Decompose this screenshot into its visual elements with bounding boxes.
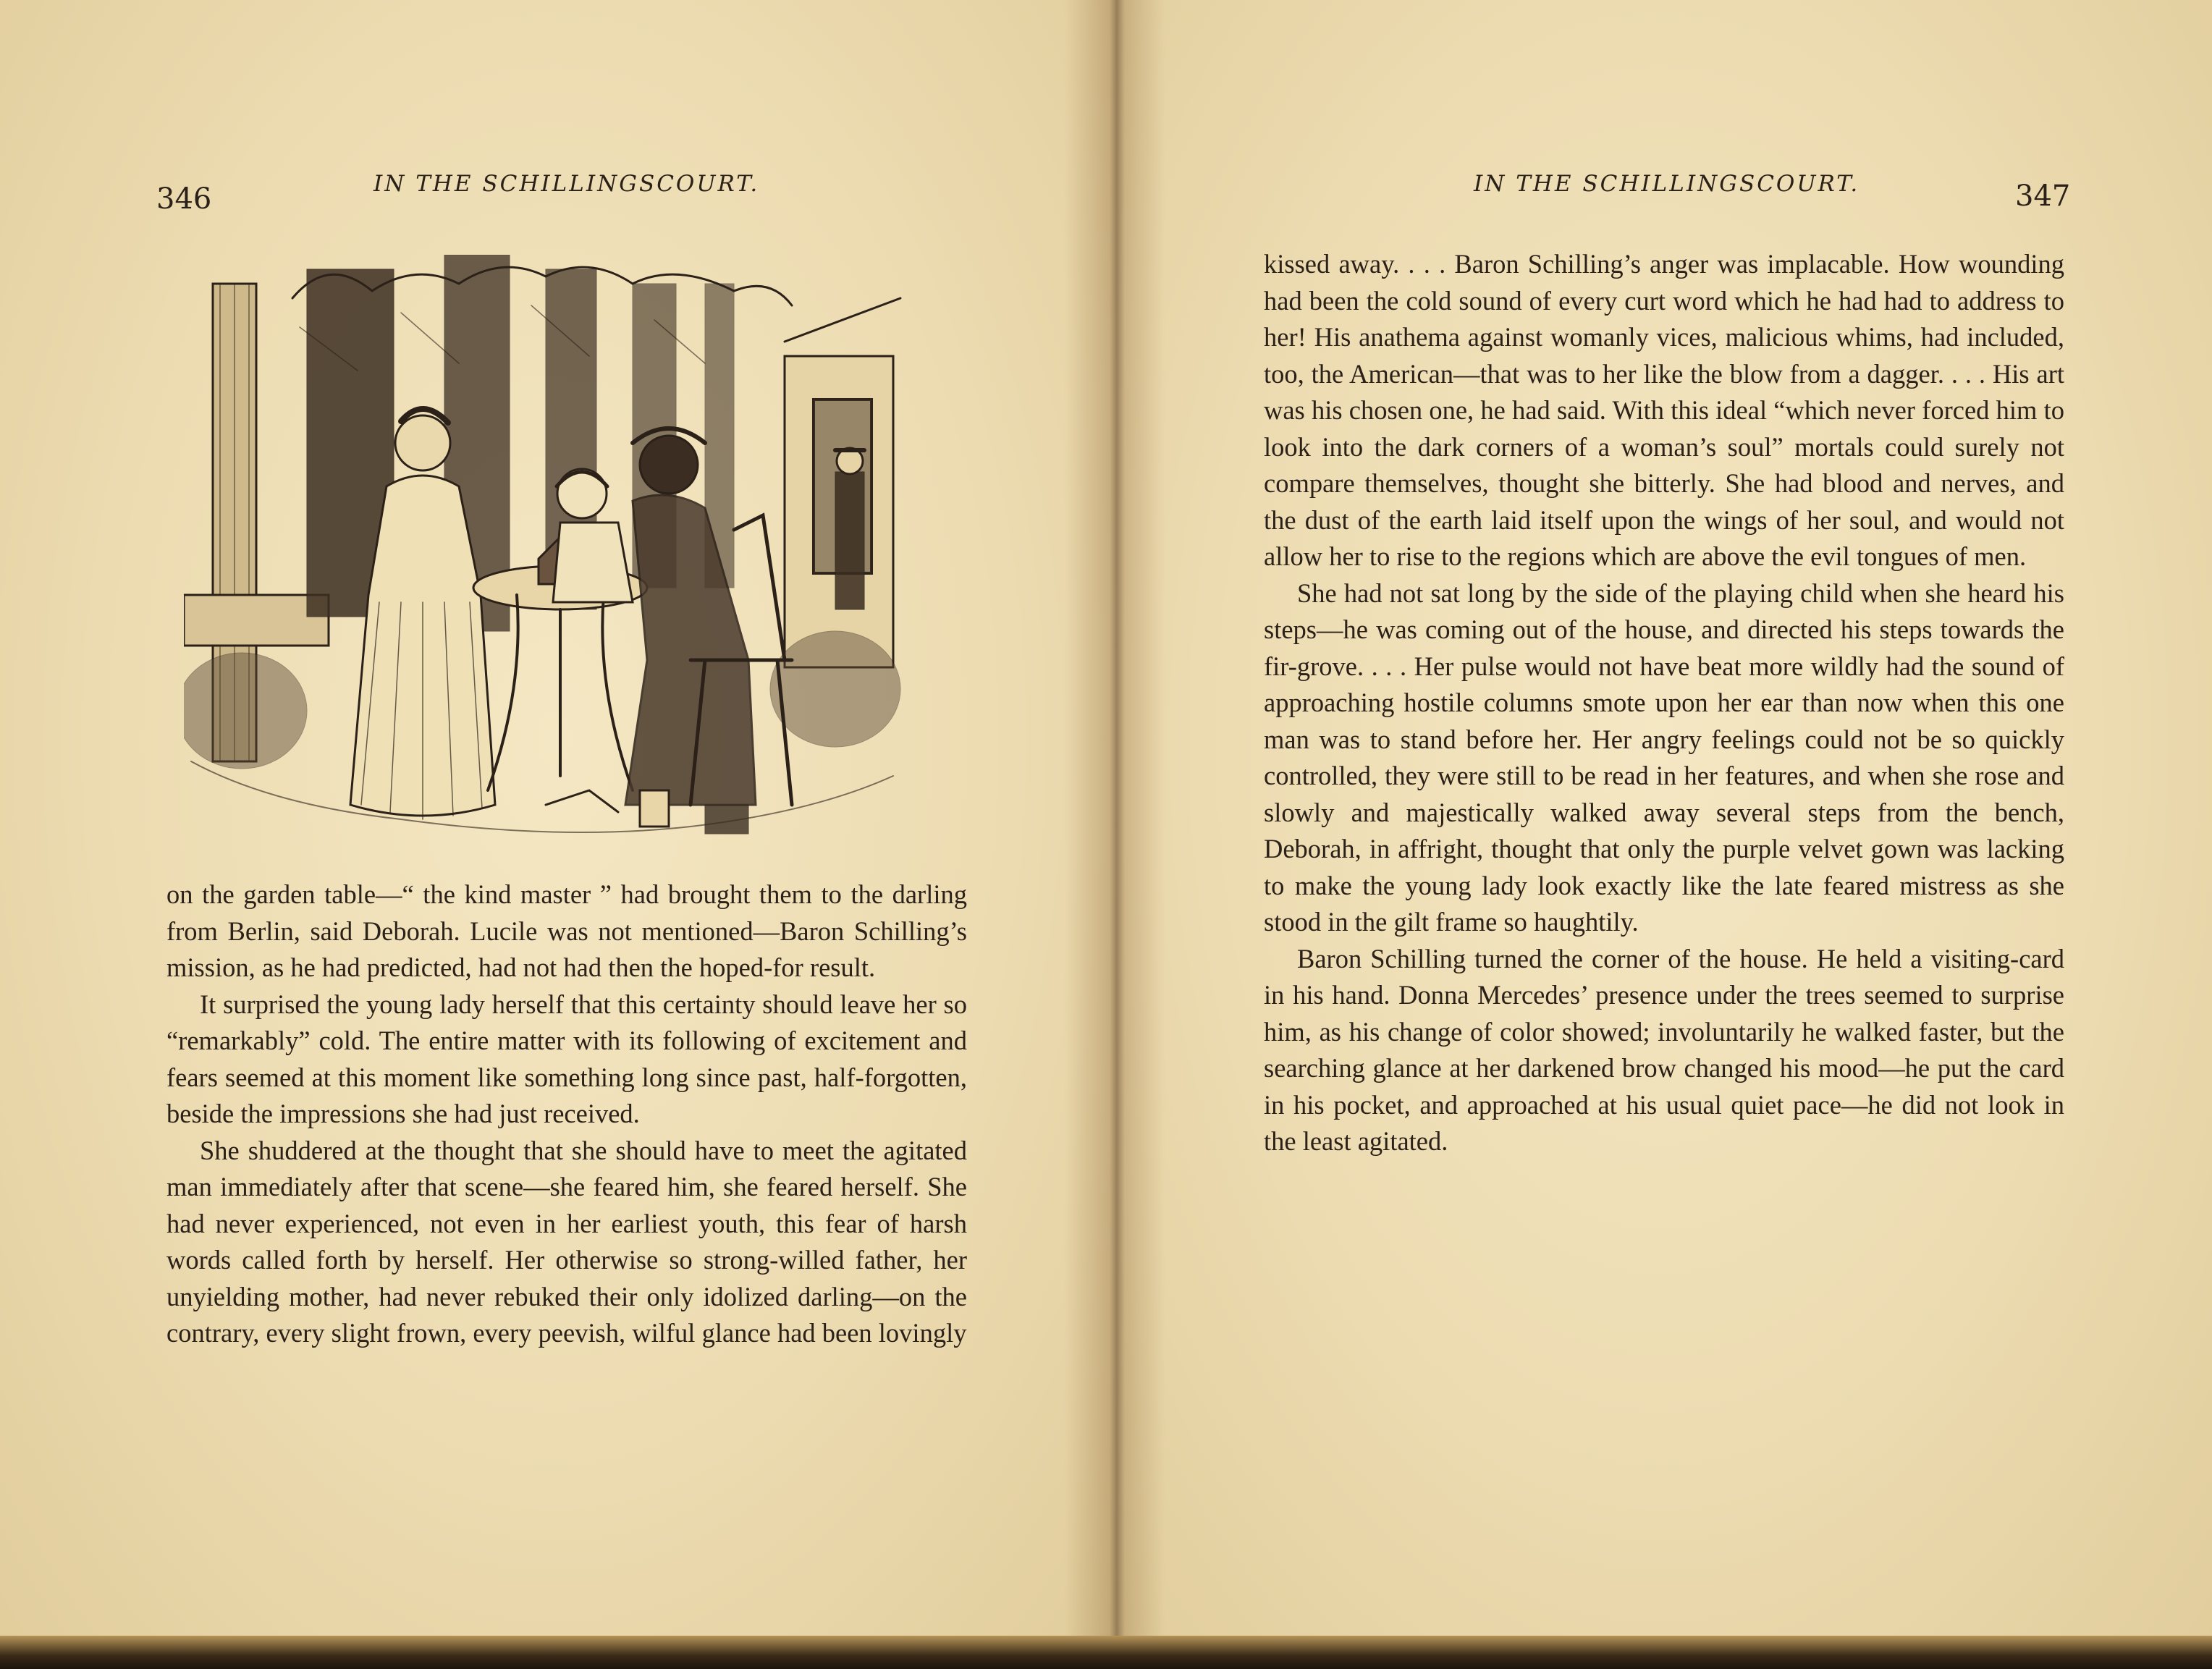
paragraph: kissed away. . . . Baron Schilling’s anger was implacable. How wounding had been the cold sound of every curt word which he had had to address to her! His anathema against womanly vices, malicious whims, had included, too, the American—that was to her like the blow from a dagger. . . . His art was his chosen one, he had said. With this ideal “which never forced him to look into the dark corners of a woman’s soul” mortals could surely not compare themselves, thought she bitterly. She had blood and nerves, and the dust of the earth laid itself upon the wings of her soul, and would not allow her to rise to the regions which are above the evil tongues of men.: [1264, 249, 2064, 571]
right-page-text: [1264, 246, 2064, 1160]
right-page: [1107, 0, 2212, 1643]
left-page-text: [166, 876, 967, 1352]
paragraph: She had not sat long by the side of the playing child when she heard his steps—he was coming out of the house, and directed his steps towards the fir-grove. . . . Her pulse would not have beat more wildly had the sound of approaching hostile columns smote upon her ear than now when this one man was to stand before her. Her angry feelings could not be so quickly controlled, they were still to be read in her features, and when she rose and slowly and majestically walked away several steps from the bench, Deborah, in affright, thought that only the purple velvet gown was lacking to make the young lady look exactly like the late feared mistress as she stood in the gilt frame so haughtily.: [1264, 578, 2064, 937]
paragraph: She shuddered at the thought that she should have to meet the agitated man immediately after that scene—she feared him, she feared herself. She had never experienced, not even in her earliest youth, this fear of harsh words called forth by herself. Her otherwise so strong-willed father, her unyielding mother, had never rebuked their only idolized darling—on the contrary, every slight frown, every peevish, wilful glance had been lovingly: [166, 1135, 967, 1348]
paragraph: on the garden table—“ the kind master ” had brought them to the darling from Berlin, said Deborah. Lucile was not mentioned—Baron Schilling’s mission, as he had predicted, had not had then the hoped-for result.: [166, 879, 967, 982]
left-page-number: 346: [156, 182, 212, 216]
paragraph: Baron Schilling turned the corner of the house. He held a visiting-card in his hand. Donna Mercedes’ presence under the trees seemed to surprise him, as his change of color showed; involuntarily he walked faster, but the searching glance at her darkened brow changed his mood—he put the card in his pocket, and approached at his usual quiet pace—he did not look in the least agitated.: [1264, 943, 2064, 1156]
book-gutter: [1064, 0, 1165, 1650]
garden-illustration: [184, 255, 908, 861]
paragraph: It surprised the young lady herself that this certainty should leave her so “remarkably” cold. The entire matter with its following of excitement and fears seemed at this moment like something long since past, half-forgotten, beside the impressions she had just received.: [166, 989, 967, 1128]
left-running-head: IN THE SCHILLINGSCOURT.: [373, 171, 760, 197]
book-bottom-edge: [0, 1636, 2212, 1669]
right-running-head: IN THE SCHILLINGSCOURT.: [1474, 171, 1860, 197]
right-page-number: 347: [2015, 179, 2071, 213]
left-page: [0, 0, 1107, 1643]
